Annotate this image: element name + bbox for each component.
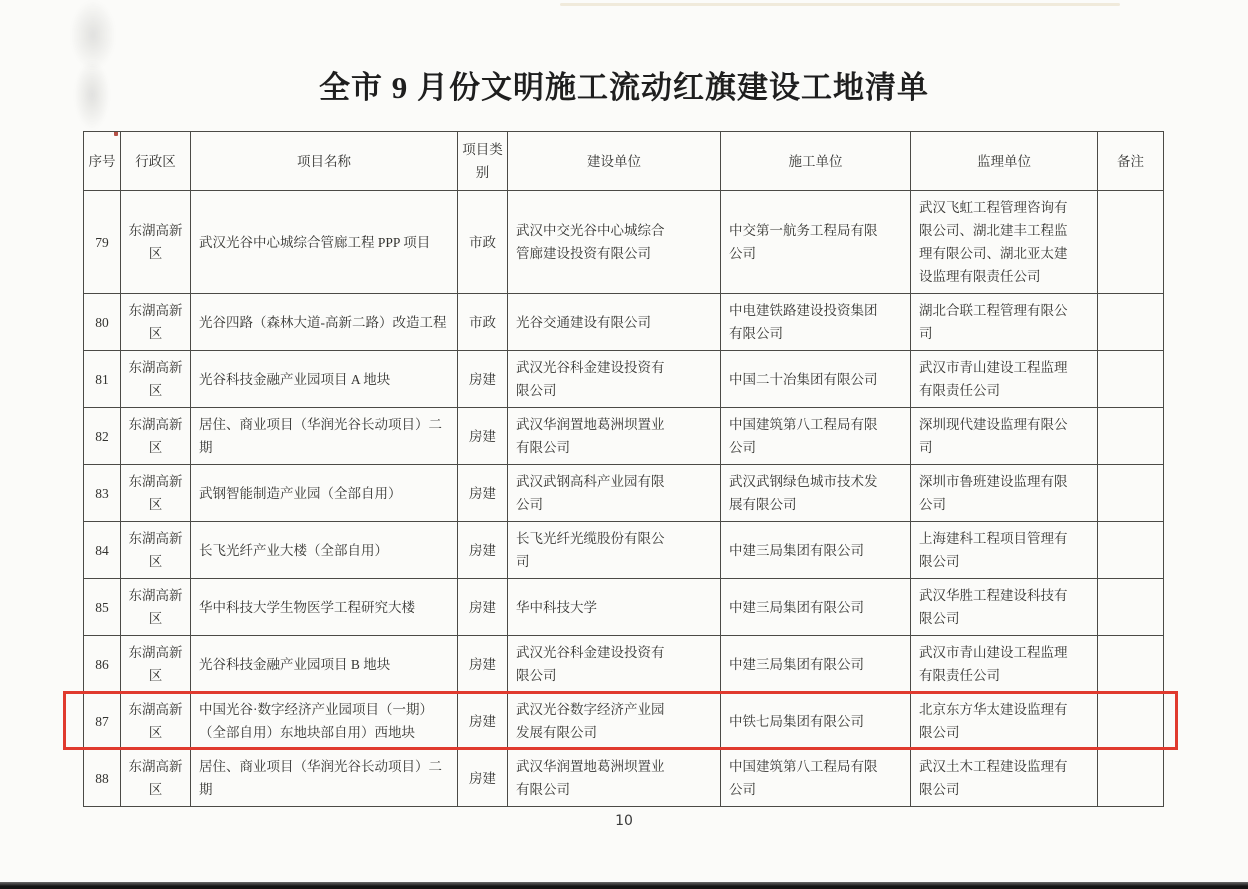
cell-contractor: 中建三局集团有限公司 (721, 522, 911, 579)
cell-builder: 武汉光谷科金建设投资有限公司 (508, 636, 721, 693)
cell-seq: 85 (84, 579, 121, 636)
construction-site-table (83, 131, 1164, 807)
cell-project: 华中科技大学生物医学工程研究大楼 (191, 579, 458, 636)
cell-supervisor: 北京东方华太建设监理有限公司 (911, 693, 1098, 750)
cell-category: 房建 (458, 522, 508, 579)
cell-builder: 华中科技大学 (508, 579, 721, 636)
cell-district: 东湖高新区 (121, 408, 191, 465)
cell-contractor: 中建三局集团有限公司 (721, 636, 911, 693)
cell-remark (1098, 351, 1164, 408)
cell-remark (1098, 191, 1164, 294)
cell-builder: 武汉光谷数字经济产业园发展有限公司 (508, 693, 721, 750)
cell-project: 居住、商业项目（华润光谷长动项目）二期 (191, 408, 458, 465)
table-row (84, 636, 1164, 693)
table-row (84, 294, 1164, 351)
cell-remark (1098, 636, 1164, 693)
header-district: 行政区 (121, 132, 191, 191)
scan-edge-streak (560, 3, 1120, 6)
cell-district: 东湖高新区 (121, 522, 191, 579)
cell-district: 东湖高新区 (121, 636, 191, 693)
cell-builder: 光谷交通建设有限公司 (508, 294, 721, 351)
cell-remark (1098, 294, 1164, 351)
cell-seq: 88 (84, 750, 121, 807)
cell-category: 房建 (458, 351, 508, 408)
cell-builder: 武汉武钢高科产业园有限公司 (508, 465, 721, 522)
table-row (84, 465, 1164, 522)
cell-project: 居住、商业项目（华润光谷长动项目）二期 (191, 750, 458, 807)
cell-supervisor: 湖北合联工程管理有限公司 (911, 294, 1098, 351)
cell-supervisor: 深圳市鲁班建设监理有限公司 (911, 465, 1098, 522)
cell-project: 光谷科技金融产业园项目 B 地块 (191, 636, 458, 693)
cell-project: 武汉光谷中心城综合管廊工程 PPP 项目 (191, 191, 458, 294)
table-row (84, 579, 1164, 636)
cell-builder: 长飞光纤光缆股份有限公司 (508, 522, 721, 579)
cell-remark (1098, 579, 1164, 636)
table-row (84, 522, 1164, 579)
header-category: 项目类别 (458, 132, 508, 191)
header-remark: 备注 (1098, 132, 1164, 191)
cell-contractor: 武汉武钢绿色城市技术发展有限公司 (721, 465, 911, 522)
cell-supervisor: 武汉市青山建设工程监理有限责任公司 (911, 636, 1098, 693)
cell-seq: 82 (84, 408, 121, 465)
cell-project: 光谷科技金融产业园项目 A 地块 (191, 351, 458, 408)
cell-category: 市政 (458, 294, 508, 351)
cell-supervisor: 上海建科工程项目管理有限公司 (911, 522, 1098, 579)
cell-remark (1098, 465, 1164, 522)
header-seq: 序号 (84, 132, 121, 191)
cell-district: 东湖高新区 (121, 465, 191, 522)
cell-seq: 87 (84, 693, 121, 750)
cell-contractor: 中交第一航务工程局有限公司 (721, 191, 911, 294)
cell-category: 房建 (458, 579, 508, 636)
cell-contractor: 中国建筑第八工程局有限公司 (721, 750, 911, 807)
table-header-row (84, 132, 1164, 191)
page-title: 全市 9 月份文明施工流动红旗建设工地清单 (319, 70, 929, 105)
cell-district: 东湖高新区 (121, 191, 191, 294)
cell-supervisor: 武汉市青山建设工程监理有限责任公司 (911, 351, 1098, 408)
cell-category: 房建 (458, 636, 508, 693)
cell-category: 房建 (458, 465, 508, 522)
cell-seq: 84 (84, 522, 121, 579)
header-project: 项目名称 (191, 132, 458, 191)
table-row (84, 191, 1164, 294)
cell-seq: 81 (84, 351, 121, 408)
page-number: 10 (615, 813, 633, 829)
table-row (84, 693, 1164, 750)
table-row (84, 351, 1164, 408)
cell-builder: 武汉中交光谷中心城综合管廊建设投资有限公司 (508, 191, 721, 294)
cell-category: 房建 (458, 750, 508, 807)
cell-district: 东湖高新区 (121, 294, 191, 351)
cell-seq: 80 (84, 294, 121, 351)
cell-builder: 武汉华润置地葛洲坝置业有限公司 (508, 750, 721, 807)
cell-supervisor: 深圳现代建设监理有限公司 (911, 408, 1098, 465)
cell-contractor: 中铁七局集团有限公司 (721, 693, 911, 750)
cell-builder: 武汉光谷科金建设投资有限公司 (508, 351, 721, 408)
cell-remark (1098, 522, 1164, 579)
cell-seq: 79 (84, 191, 121, 294)
cell-remark (1098, 750, 1164, 807)
cell-district: 东湖高新区 (121, 579, 191, 636)
cell-contractor: 中国二十冶集团有限公司 (721, 351, 911, 408)
cell-supervisor: 武汉飞虹工程管理咨询有限公司、湖北建丰工程监理有限公司、湖北亚太建设监理有限责任公司 (911, 191, 1098, 294)
cell-contractor: 中建三局集团有限公司 (721, 579, 911, 636)
cell-remark (1098, 408, 1164, 465)
cell-project: 长飞光纤产业大楼（全部自用） (191, 522, 458, 579)
cell-remark (1098, 693, 1164, 750)
cell-category: 房建 (458, 693, 508, 750)
header-supervisor: 监理单位 (911, 132, 1098, 191)
cell-supervisor: 武汉华胜工程建设科技有限公司 (911, 579, 1098, 636)
cell-district: 东湖高新区 (121, 351, 191, 408)
cell-project: 中国光谷·数字经济产业园项目（一期）（全部自用）东地块部自用）西地块 (191, 693, 458, 750)
table-row (84, 750, 1164, 807)
cell-category: 房建 (458, 408, 508, 465)
cell-district: 东湖高新区 (121, 693, 191, 750)
cell-supervisor: 武汉土木工程建设监理有限公司 (911, 750, 1098, 807)
cell-category: 市政 (458, 191, 508, 294)
table-row (84, 408, 1164, 465)
header-builder: 建设单位 (508, 132, 721, 191)
cell-contractor: 中国建筑第八工程局有限公司 (721, 408, 911, 465)
header-contractor: 施工单位 (721, 132, 911, 191)
cell-seq: 83 (84, 465, 121, 522)
cell-district: 东湖高新区 (121, 750, 191, 807)
cell-builder: 武汉华润置地葛洲坝置业有限公司 (508, 408, 721, 465)
cell-project: 武钢智能制造产业园（全部自用） (191, 465, 458, 522)
table-body (84, 191, 1164, 807)
cell-seq: 86 (84, 636, 121, 693)
cell-contractor: 中电建铁路建设投资集团有限公司 (721, 294, 911, 351)
scan-bottom-edge (0, 882, 1248, 889)
cell-project: 光谷四路（森林大道-高新二路）改造工程 (191, 294, 458, 351)
